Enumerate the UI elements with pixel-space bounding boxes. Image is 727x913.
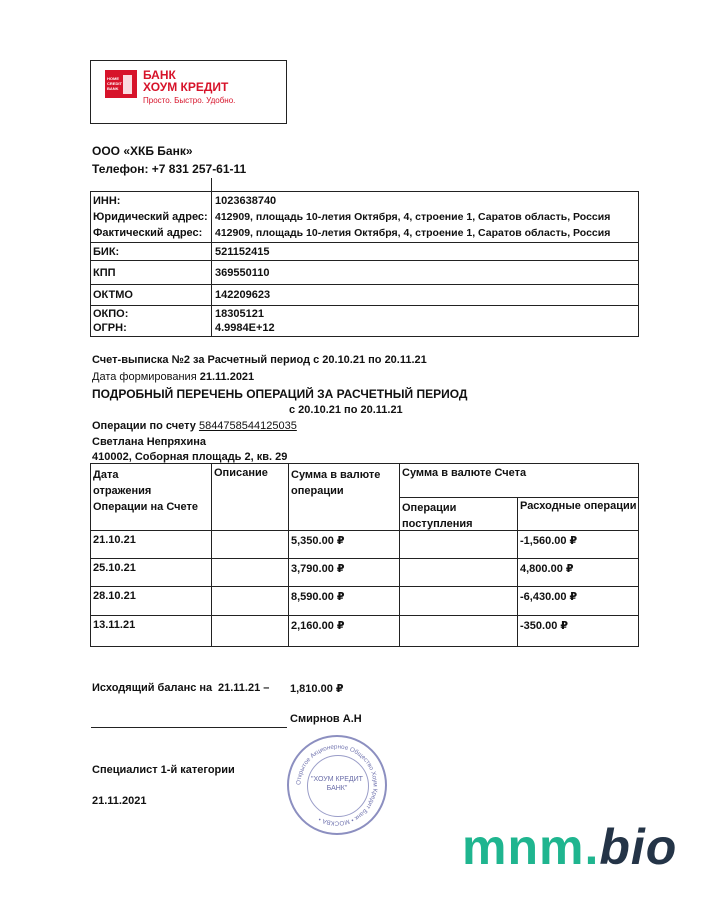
formation-date-value: 21.11.2021 [199, 371, 255, 383]
client-name: Светлана Непряхина [92, 436, 207, 448]
header-date [93, 467, 198, 515]
row1-expense: -1,560.00 ₽ [520, 535, 578, 547]
header-date-line3: Операции на Счете [93, 501, 198, 513]
ogrn-value: 4.9984E+12 [215, 322, 275, 334]
row1-date: 21.10.21 [93, 534, 136, 546]
logo-slogan: Просто. Быстро. Удобно. [143, 96, 236, 105]
operations-period: с 20.10.21 по 20.11.21 [289, 404, 403, 416]
bik-value: 521152415 [215, 246, 270, 258]
okpo-label: ОКПО: [93, 308, 129, 320]
stamp-center-line2: БАНК" [326, 785, 348, 792]
row3-amount: 8,590.00 ₽ [291, 591, 345, 603]
row2-expense: 4,800.00 ₽ [520, 563, 574, 575]
watermark-part2: bio [599, 819, 678, 875]
header-income [402, 500, 473, 532]
bank-logo-box [90, 60, 287, 124]
divider-tick [211, 178, 212, 192]
account-line [92, 420, 297, 432]
oktmo-label: ОКТМО [93, 289, 133, 301]
header-op-currency [291, 467, 380, 499]
row4-expense: -350.00 ₽ [520, 620, 569, 632]
kpp-label: КПП [93, 267, 116, 279]
header-account-currency: Сумма в валюте Счета [402, 467, 527, 479]
row4-date: 13.11.21 [93, 619, 136, 631]
actual-address-value: 412909, площадь 10-летия Октября, 4, строение 1, Саратов область, Россия [215, 227, 611, 239]
watermark-part1: mnm. [462, 819, 600, 875]
stamp-ring-text: Открытое Акционерное Общество Хоум Кредит Банк • МОСКВА • [295, 743, 379, 827]
row4-amount: 2,160.00 ₽ [291, 620, 345, 632]
client-address: 410002, Соборная площадь 2, кв. 29 [92, 451, 288, 463]
row3-date: 28.10.21 [93, 590, 136, 602]
signer-name: Смирнов А.Н [290, 713, 362, 725]
logo-title-line2: ХОУМ КРЕДИТ [143, 80, 229, 94]
okpo-value: 18305121 [215, 308, 264, 320]
requisites-table [90, 191, 639, 337]
inn-value: 1023638740 [215, 195, 277, 207]
formation-date-label: Дата формирования [92, 371, 197, 383]
logo-title [143, 69, 228, 93]
row2-amount: 3,790.00 ₽ [291, 563, 345, 575]
closing-balance-value: 1,810.00 ₽ [290, 683, 344, 695]
actual-address-label: Фактический адрес: [93, 227, 203, 239]
legal-address-value: 412909, площадь 10-летия Октября, 4, строение 1, Саратов область, Россия [215, 211, 611, 223]
signature-line [91, 727, 287, 728]
logo-mark-text: HOME CREDIT BANK [107, 76, 122, 91]
header-date-line2: отражения [93, 485, 152, 497]
formation-date [92, 371, 254, 383]
header-description: Описание [214, 467, 268, 479]
signature-date: 21.11.2021 [92, 795, 147, 807]
oktmo-value: 142209623 [215, 289, 271, 301]
stamp-center-line1: "ХОУМ КРЕДИТ [311, 776, 363, 783]
operations-heading: ПОДРОБНЫЙ ПЕРЕЧЕНЬ ОПЕРАЦИЙ ЗА РАСЧЕТНЫЙ ПЕРИОД [92, 387, 468, 401]
closing-balance-date: 21.11.21 – [218, 682, 270, 694]
header-op-currency-line1: Сумма в валюте [291, 469, 381, 481]
kpp-value: 369550110 [215, 267, 270, 279]
legal-address-label: Юридический адрес: [93, 211, 208, 223]
statement-title: Счет-выписка №2 за Расчетный период с 20.10.21 по 20.11.21 [92, 354, 427, 366]
closing-balance-label: Исходящий баланс на [92, 682, 213, 694]
header-income-line2: поступления [402, 518, 473, 530]
header-income-line1: Операции [402, 502, 457, 514]
watermark-logo [462, 818, 677, 876]
row3-expense: -6,430.00 ₽ [520, 591, 578, 603]
header-expense: Расходные операции [520, 500, 637, 512]
account-label: Операции по счету [92, 420, 196, 432]
row1-amount: 5,350.00 ₽ [291, 535, 345, 547]
logo-title-line1: БАНК [143, 68, 176, 82]
bik-label: БИК: [93, 246, 120, 258]
row2-date: 25.10.21 [93, 562, 136, 574]
ogrn-label: ОГРН: [93, 322, 127, 334]
header-op-currency-line2: операции [291, 485, 344, 497]
home-credit-logo-icon [105, 70, 137, 98]
inn-label: ИНН: [93, 195, 121, 207]
operations-table [90, 463, 639, 647]
bank-stamp [287, 735, 387, 835]
stamp-center-text [289, 775, 385, 793]
signer-position: Специалист 1-й категории [92, 764, 235, 776]
header-date-line1: Дата [93, 469, 119, 481]
account-number: 5844758544125035 [198, 420, 297, 432]
company-name: ООО «ХКБ Банк» [92, 144, 193, 158]
company-phone: Телефон: +7 831 257-61-11 [92, 162, 247, 176]
